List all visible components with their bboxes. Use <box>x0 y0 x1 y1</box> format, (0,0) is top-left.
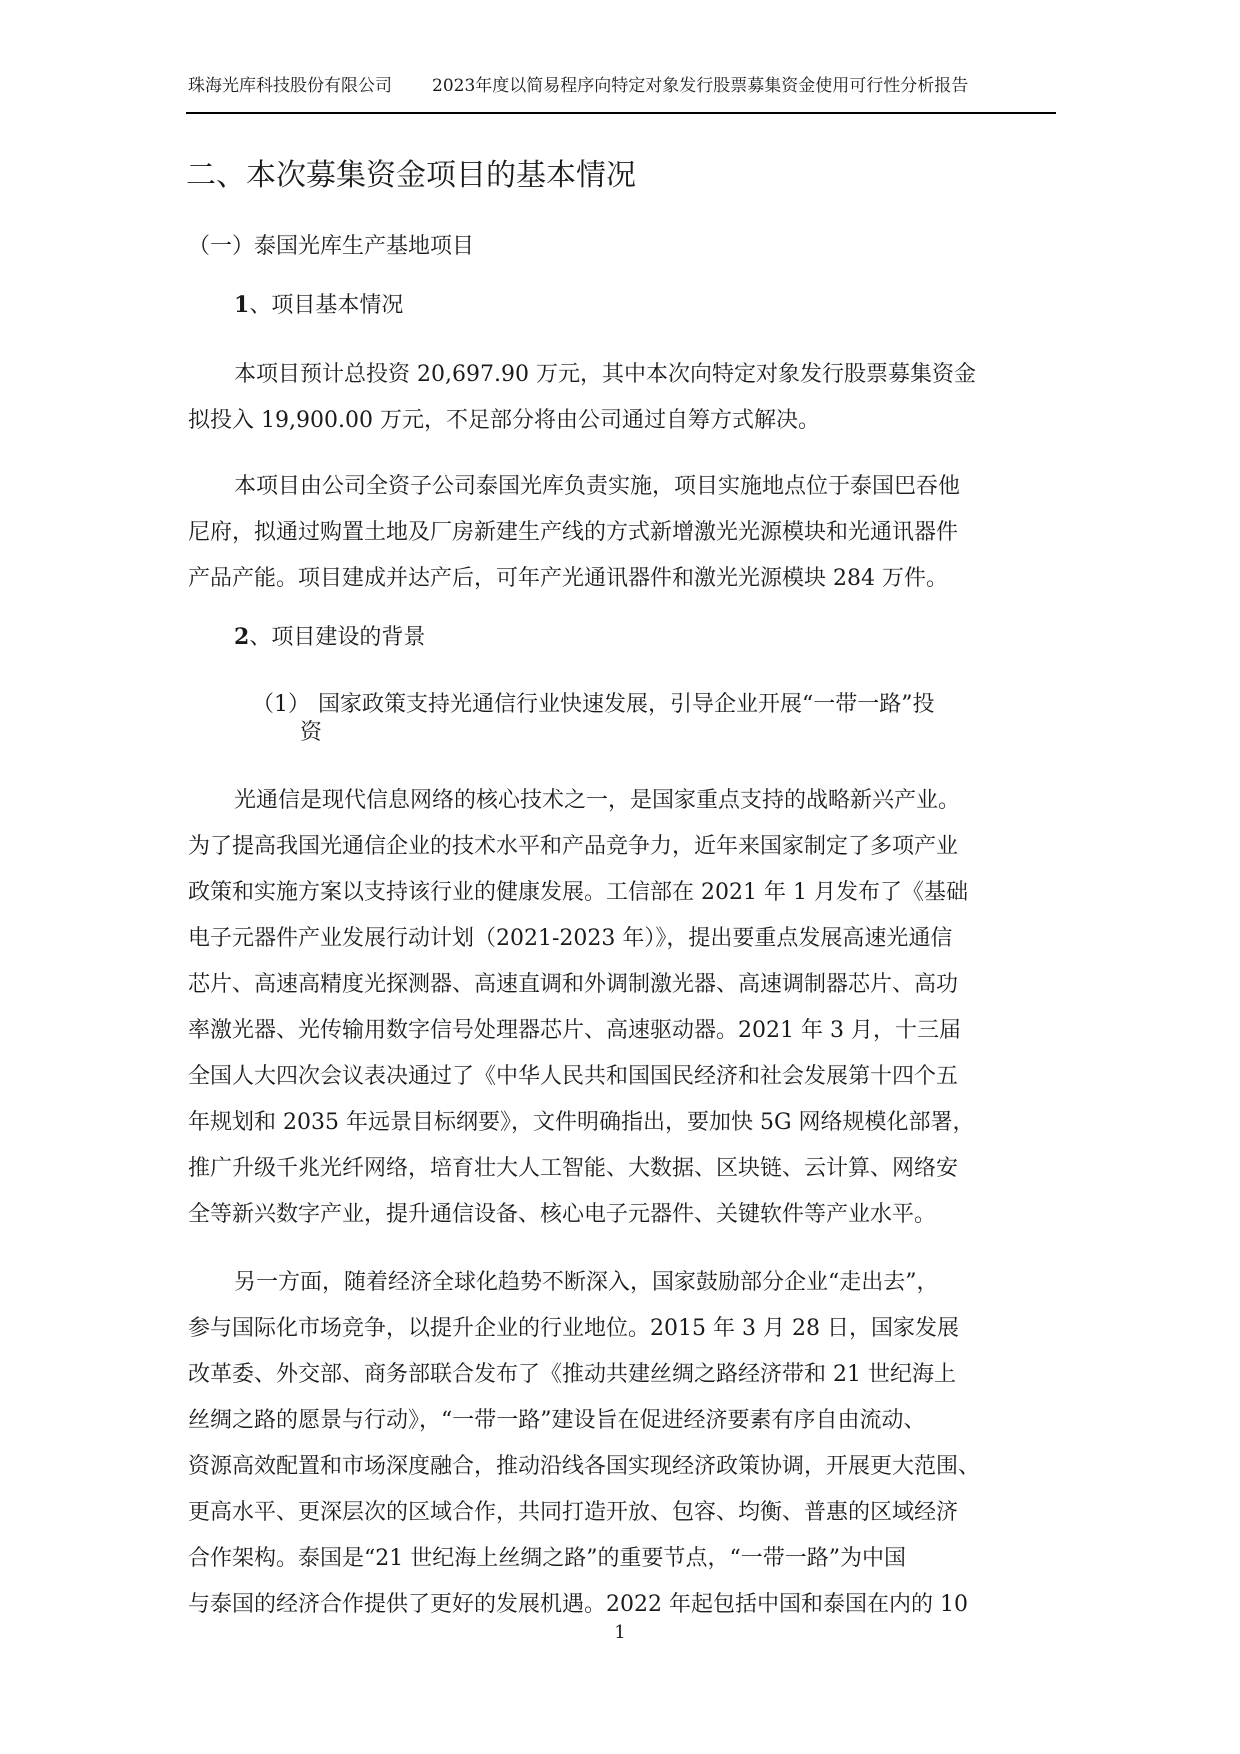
item1-p2-line2: 尼府，拟通过购置土地及厂房新建生产线的方式新增激光光源模块和光通讯器件 <box>188 520 959 545</box>
item2-p2-line1: 另一方面，随着经济全球化趋势不断深入，国家鼓励部分企业“走出去”， <box>234 1270 939 1295</box>
header-report-title: 2023年度以简易程序向特定对象发行股票募集资金使用可行性分析报告 <box>432 76 969 96</box>
item2-p1-line1: 光通信是现代信息网络的核心技术之一，是国家重点支持的战略新兴产业。 <box>234 788 961 813</box>
item2-p1-line3: 政策和实施方案以支持该行业的健康发展。工信部在 2021 年 1 月发布了《基础 <box>188 880 968 905</box>
header-divider <box>186 112 1056 114</box>
page-number: 1 <box>614 1622 626 1643</box>
item2-p1-line8: 年规划和 2035 年远景目标纲要》，文件明确指出，要加快 5G 网络规模化部署， <box>188 1110 975 1135</box>
subsection-title: （一）泰国光库生产基地项目 <box>188 234 475 259</box>
item2-title: 、项目建设的背景 <box>249 625 426 650</box>
item1-p2-line3: 产品产能。项目建成并达产后，可年产光通讯器件和激光光源模块 284 万件。 <box>188 566 948 591</box>
item1-number: 1 <box>234 292 250 318</box>
item2-p1-line6: 率激光器、光传输用数字信号处理器芯片、高速驱动器。2021 年 3 月，十三届 <box>188 1018 961 1043</box>
item2-p2-line2: 参与国际化市场竞争，以提升企业的行业地位。2015 年 3 月 28 日，国家发展 <box>188 1316 959 1341</box>
item2-p1-line2: 为了提高我国光通信企业的技术水平和产品竞争力，近年来国家制定了多项产业 <box>188 834 959 859</box>
sub-heading-number: （1） <box>252 692 310 717</box>
item2-p1-line5: 芯片、高速高精度光探测器、高速直调和外调制激光器、高速调制器芯片、高功 <box>188 972 959 997</box>
item2-p1-line7: 全国人大四次会议表决通过了《中华人民共和国国民经济和社会发展第十四个五 <box>188 1064 959 1089</box>
item1-heading <box>234 290 403 321</box>
item2-p2-line4: 丝绸之路的愿景与行动》，“一带一路”建设旨在促进经济要素有序自由流动、 <box>188 1408 926 1433</box>
item2-p2-line7: 合作架构。泰国是“21 世纪海上丝绸之路”的重要节点，“一带一路”为中国 <box>188 1546 906 1571</box>
item2-number: 2 <box>234 624 250 650</box>
item2-p1-line10: 全等新兴数字产业，提升通信设备、核心电子元器件、关键软件等产业水平。 <box>188 1202 937 1227</box>
item2-p2-line8: 与泰国的经济合作提供了更好的发展机遇。2022 年起包括中国和泰国在内的 10 <box>188 1592 968 1617</box>
header-company: 珠海光库科技股份有限公司 <box>188 76 392 96</box>
item2-p2-line3: 改革委、外交部、商务部联合发布了《推动共建丝绸之路经济带和 21 世纪海上 <box>188 1362 956 1387</box>
item2-p2-line5: 资源高效配置和市场深度融合，推动沿线各国实现经济政策协调，开展更大范围、 <box>188 1454 981 1479</box>
sub-heading-line1: 国家政策支持光通信行业快速发展，引导企业开展“一带一路”投 <box>318 692 935 717</box>
item1-p2-line1: 本项目由公司全资子公司泰国光库负责实施，项目实施地点位于泰国巴吞他 <box>234 474 961 499</box>
sub-heading-line2: 资 <box>300 720 323 745</box>
item1-p1-line1: 本项目预计总投资 20,697.90 万元，其中本次向特定对象发行股票募集资金 <box>234 362 976 387</box>
item1-p1-line2: 拟投入 19,900.00 万元，不足部分将由公司通过自筹方式解决。 <box>188 408 820 433</box>
item2-p1-line9: 推广升级千兆光纤网络，培育壮大人工智能、大数据、区块链、云计算、网络安 <box>188 1156 959 1181</box>
item1-title: 、项目基本情况 <box>249 293 404 318</box>
item2-p1-line4: 电子元器件产业发展行动计划（2021-2023 年）》，提出要重点发展高速光通信 <box>188 926 953 951</box>
item2-heading <box>234 622 425 653</box>
section-title: 二、本次募集资金项目的基本情况 <box>186 158 636 193</box>
item2-p2-line6: 更高水平、更深层次的区域合作，共同打造开放、包容、均衡、普惠的区域经济 <box>188 1500 959 1525</box>
